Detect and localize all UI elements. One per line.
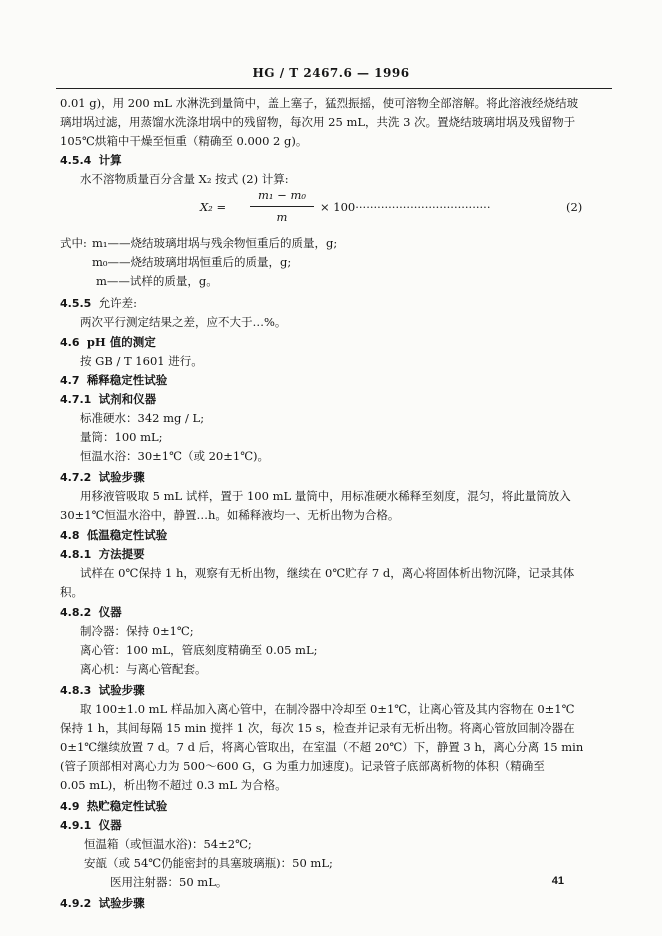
section-4-9-2-heading [60,894,145,914]
list-item: 恒温水浴：30±1℃（或 20±1℃)。 [80,449,270,463]
list-item: 标准硬水：342 mg / L; [80,411,205,425]
body-line: 0±1℃继续放置 7 d。7 d 后，将离心管取出，在室温（不超 20℃）下，静置 3 h，离心分离 15 min [60,740,584,754]
section-number: 4.8.3 [60,684,92,697]
fraction-bar [250,206,314,207]
section-number: 4.5.4 [60,154,92,167]
section-number: 4.7.1 [60,393,92,406]
section-4-5-5-heading [60,294,137,314]
section-number: 4.9.1 [60,819,92,832]
section-number: 4.8.2 [60,606,92,619]
section-title: 稀释稳定性试验 [86,373,168,387]
section-4-9-heading [60,797,167,817]
formula-denominator: m [276,210,288,224]
section-4-8-2-heading [60,603,122,623]
section-4-8-3-heading [60,681,145,701]
where-m1: m₁——烧结玻璃坩埚与残余物恒重后的质量，g; [92,236,338,250]
section-4-7-1-heading [60,390,156,410]
list-item: 恒温箱（或恒温水浴)：54±2℃; [84,837,252,851]
section-4-6-heading [60,333,156,353]
body-line: 用移液管吸取 5 mL 试样，置于 100 mL 量筒中，用标准硬水稀释至刻度，混匀，将此量筒放入 [80,489,571,503]
section-title: pH 值的测定 [86,335,156,349]
section-title: 试验步骤 [98,896,145,910]
section-number: 4.7.2 [60,471,92,484]
body-line: 0.01 g)，用 200 mL 水淋洗到量筒中，盖上塞子，猛烈振摇，使可溶物全部溶解。将此溶液经烧结玻 [60,96,579,110]
section-title: 试验步骤 [98,683,145,697]
section-4-7-2-heading [60,468,145,488]
body-line: 保持 1 h，其间每隔 15 min 搅拌 1 次，每次 15 s，检查并记录有无析出物。将离心管放回制冷器在 [60,721,575,735]
body-line: 105℃烘箱中干燥至恒重（精确至 0.000 2 g)。 [60,134,308,148]
section-title: 热贮稳定性试验 [86,799,168,813]
where-m: m——试样的质量，g。 [96,274,218,288]
list-item: 离心机：与离心管配套。 [80,662,207,676]
formula-numerator: m₁ − m₀ [258,188,306,202]
section-number: 4.9.2 [60,897,92,910]
page-header: HG / T 2467.6 — 1996 [252,66,410,80]
list-item: 制冷器：保持 0±1℃; [80,624,194,638]
section-4-8-1-heading [60,545,145,565]
section-number: 4.7 [60,374,80,387]
list-item: 量筒：100 mL; [80,430,163,444]
list-item: 安瓿（或 54℃仍能密封的具塞玻璃瓶)：50 mL; [84,856,333,870]
section-title: 方法提要 [98,547,145,561]
body-line: 璃坩埚过滤，用蒸馏水洗涤坩埚中的残留物，每次用 25 mL，共洗 3 次。置烧结玻璃坩埚及残留物于 [60,115,576,129]
formula-lhs: X₂ = [200,200,227,214]
section-number: 4.8 [60,529,80,542]
section-title: 低温稳定性试验 [86,528,168,542]
section-title: 允许差: [98,296,138,310]
section-4-5-4-heading [60,151,122,171]
page-number: 41 [551,875,564,887]
formula-rhs: × 100····································· [320,200,491,214]
list-item: 离心管：100 mL，管底刻度精确至 0.05 mL; [80,643,318,657]
body-line: 30±1℃恒温水浴中，静置…h。如稀释液均一、无析出物为合格。 [60,508,400,522]
section-title: 试验步骤 [98,470,145,484]
section-title: 计算 [98,153,122,167]
section-text: 按 GB / T 1601 进行。 [80,354,203,368]
section-number: 4.9 [60,800,80,813]
section-4-8-heading [60,526,167,546]
body-line: 0.05 mL)，析出物不超过 0.3 mL 为合格。 [60,778,287,792]
list-item: 医用注射器：50 mL。 [110,875,228,889]
section-4-9-1-heading [60,816,122,836]
section-number: 4.6 [60,336,80,349]
equation-number: (2) [566,200,583,214]
formula-intro: 水不溶物质量百分含量 X₂ 按式 (2) 计算: [80,172,289,186]
body-line: 取 100±1.0 mL 样品加入离心管中，在制冷器中冷却至 0±1℃，让离心管及其内容物在 0±1℃ [80,702,575,716]
section-title: 试剂和仪器 [98,392,157,406]
where-m0: m₀——烧结玻璃坩埚恒重后的质量，g; [92,255,292,269]
section-title: 仪器 [98,818,122,832]
section-title: 仪器 [98,605,122,619]
where-lead: 式中: [60,236,87,250]
header-rule [56,88,612,89]
body-line: 积。 [60,585,83,599]
section-number: 4.5.5 [60,297,92,310]
body-line: (管子顶部相对离心力为 500～600 G，G 为重力加速度)。记录管子底部离析物的体积（精确至 [60,759,545,773]
body-line: 试样在 0℃保持 1 h，观察有无析出物，继续在 0℃贮存 7 d，离心将固体析出物沉降，记录其体 [80,566,575,580]
section-text: 两次平行测定结果之差，应不大于…%。 [80,315,287,329]
section-number: 4.8.1 [60,548,92,561]
section-4-7-heading [60,371,167,391]
